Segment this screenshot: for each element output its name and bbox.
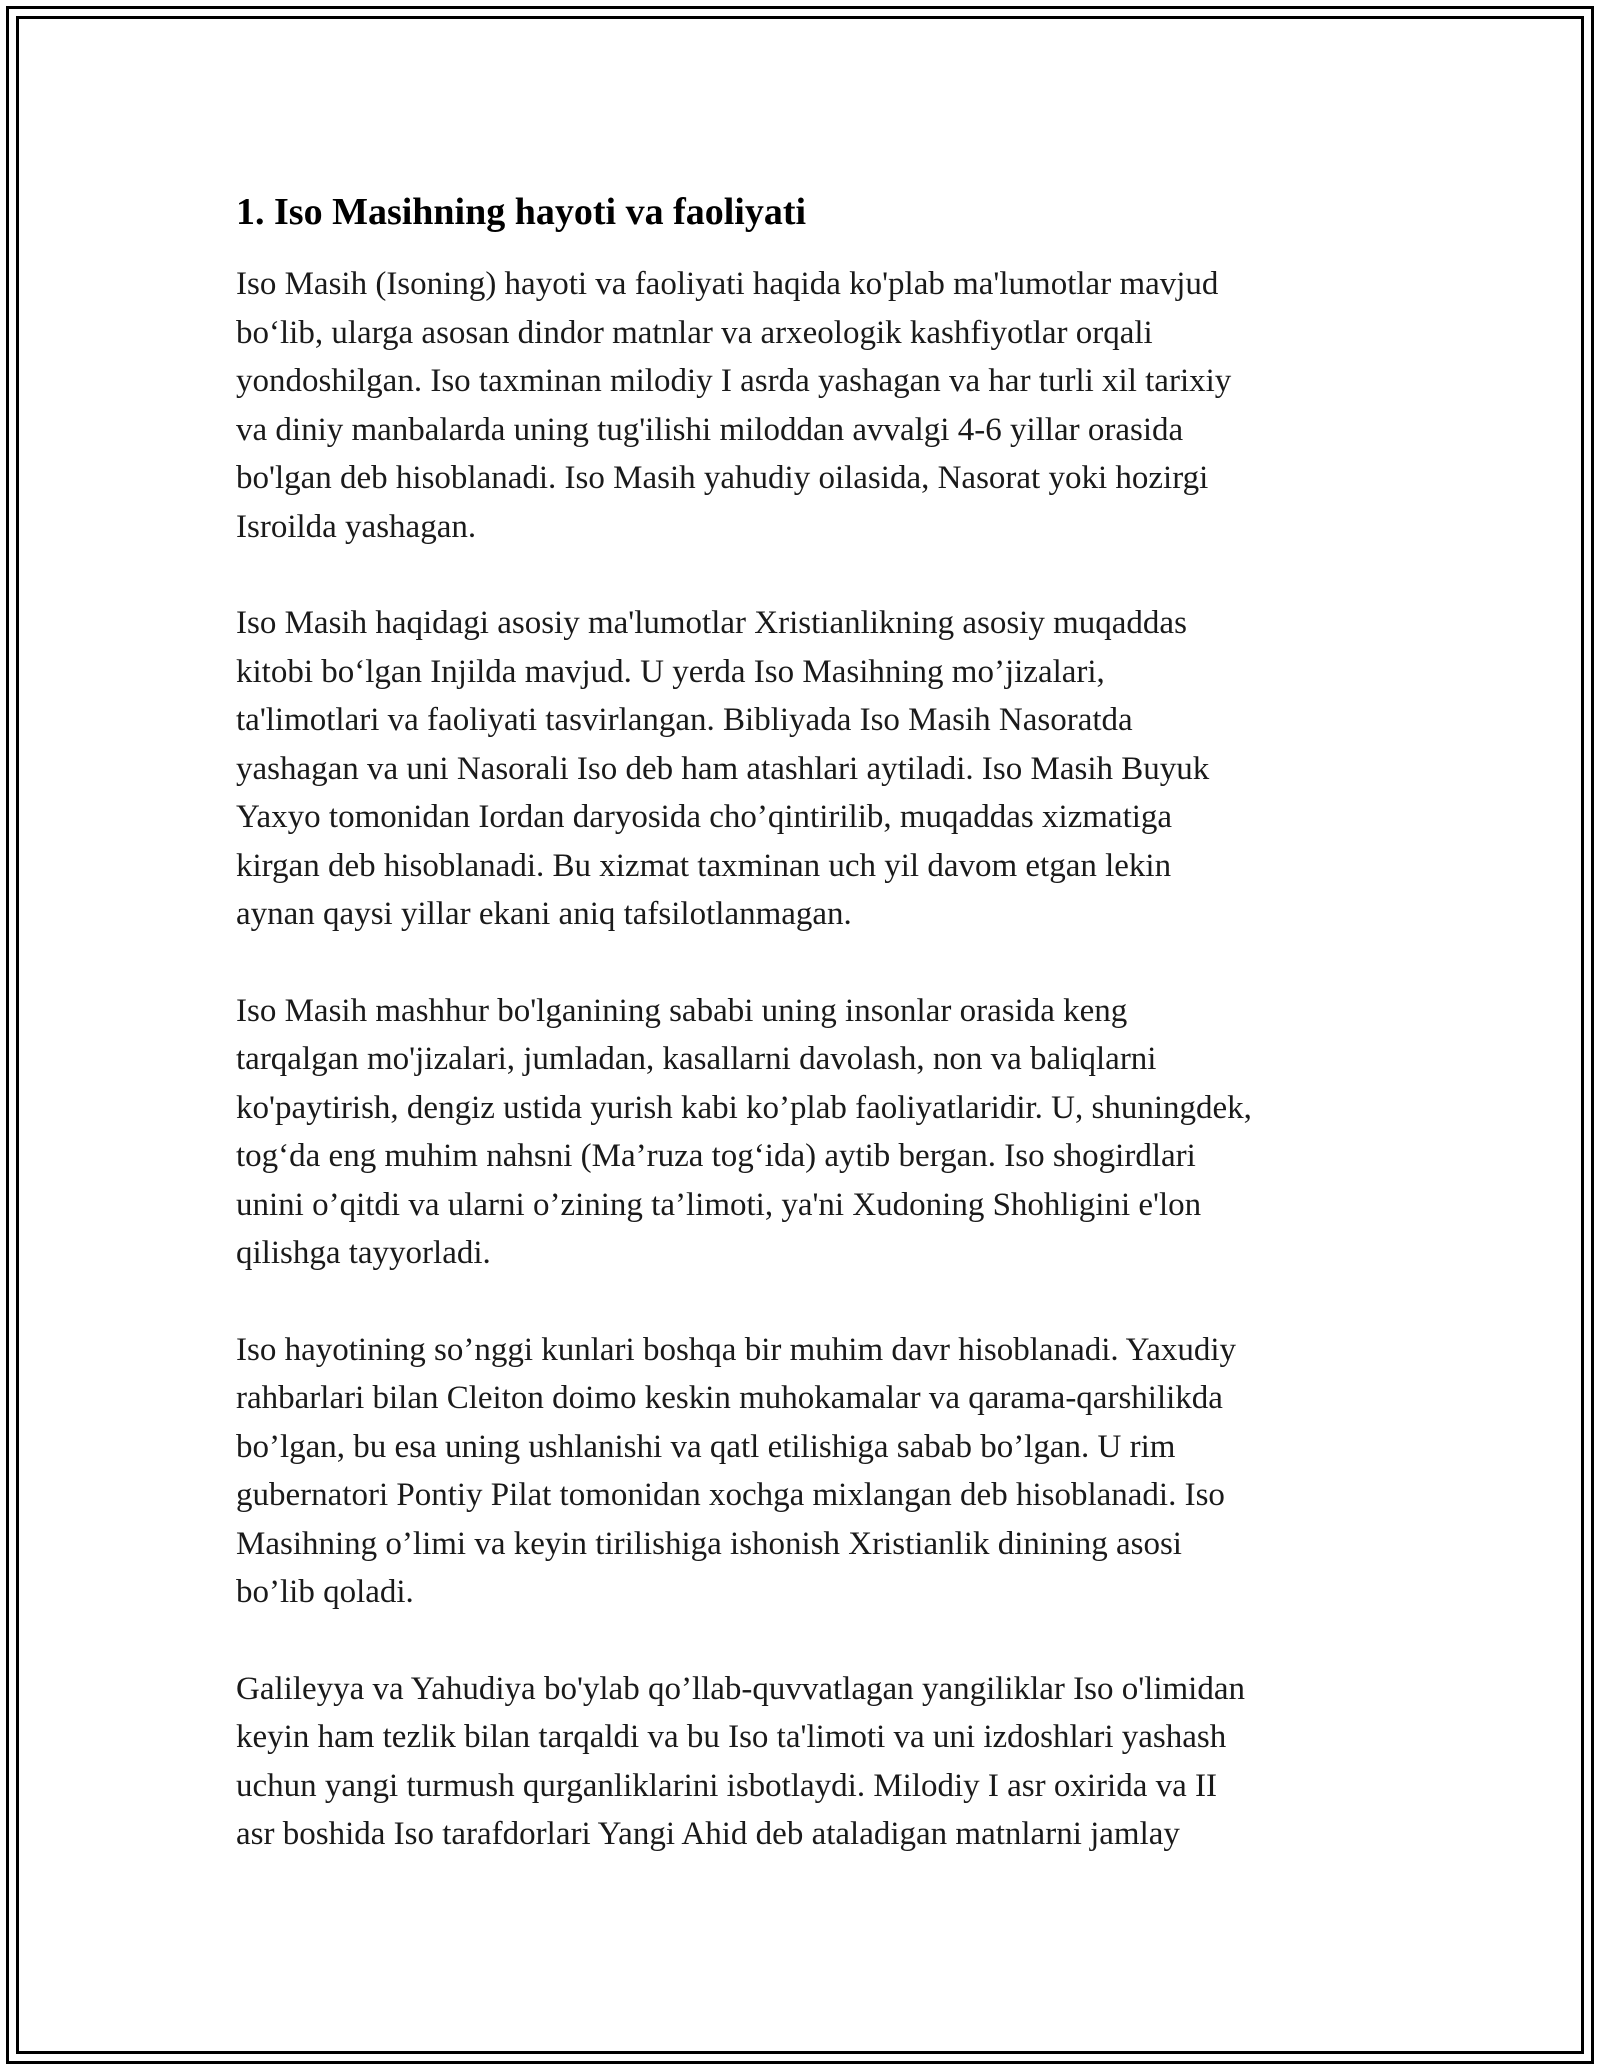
paragraph-line: yondoshilgan. Iso taxminan milodiy I asrda yashagan va har turli xil tarixiy — [236, 363, 1232, 399]
paragraph-1 — [236, 260, 1376, 551]
paragraph-line: Galileyya va Yahudiya bo'ylab qo’llab-quvvatlagan yangiliklar Iso o'limidan — [236, 1670, 1245, 1707]
paragraph-line: Masihning o’limi va keyin tirilishiga ishonish Xristianlik dinining asosi — [236, 1525, 1182, 1562]
paragraph-line: va diniy manbalarda uning tug'ilishi miloddan avvalgi 4-6 yillar orasida — [236, 411, 1184, 448]
paragraph-4 — [236, 1326, 1376, 1617]
paragraph-line: Yaxyo tomonidan Iordan daryosida cho’qintirilib, muqaddas xizmatiga — [236, 799, 1173, 835]
paragraph-line: rahbarlari bilan Cleiton doimo keskin muhokamalar va qarama-qarshilikda — [236, 1380, 1223, 1416]
paragraph-line: kitobi bo‘lgan Injilda mavjud. U yerda Iso Masihning mo’jizalari, — [236, 653, 1105, 690]
paragraph-line: aynan qaysi yillar ekani aniq tafsilotlanmagan. — [236, 896, 852, 932]
paragraph-line: keyin ham tezlik bilan tarqaldi va bu Iso ta'limoti va uni izdoshlari yashash — [236, 1719, 1227, 1755]
paragraph-line: asr boshida Iso tarafdorlari Yangi Ahid deb ataladigan matnlarni jamlay — [236, 1816, 1180, 1852]
paragraph-line: kirgan deb hisoblanadi. Bu xizmat taxminan uch yil davom etgan lekin — [236, 847, 1172, 884]
paragraph-line: qilishga tayyorladi. — [236, 1235, 491, 1271]
paragraph-line: bo‘lib, ularga asosan dindor matnlar va arxeologik kashfiyotlar orqali — [236, 314, 1153, 351]
paragraph-container — [236, 260, 1376, 1859]
paragraph-line: bo’lgan, bu esa uning ushlanishi va qatl etilishiga sabab bo’lgan. U rim — [236, 1428, 1176, 1465]
paragraph-3 — [236, 987, 1376, 1278]
paragraph-line: bo’lib qoladi. — [236, 1574, 414, 1610]
paragraph-line: tog‘da eng muhim nahsni (Ma’ruza tog‘ida) aytib bergan. Iso shogirdlari — [236, 1138, 1196, 1174]
document-body — [236, 186, 1376, 1907]
paragraph-line: Iso hayotining so’nggi kunlari boshqa bir muhim davr hisoblanadi. Yaxudiy — [236, 1331, 1237, 1368]
paragraph-line: gubernatori Pontiy Pilat tomonidan xochga mixlangan deb hisoblanadi. Iso — [236, 1477, 1225, 1513]
section-heading: 1. Iso Masihning hayoti va faoliyati — [236, 191, 807, 233]
paragraph-line: Iso Masih (Isoning) hayoti va faoliyati haqida ko'plab ma'lumotlar mavjud — [236, 266, 1219, 302]
paragraph-line: tarqalgan mo'jizalari, jumladan, kasallarni davolash, non va baliqlarni — [236, 1041, 1157, 1077]
paragraph-line: unini o’qitdi va ularni o’zining ta’limoti, ya'ni Xudoning Shohligini e'lon — [236, 1186, 1202, 1223]
paragraph-line: Iso Masih haqidagi asosiy ma'lumotlar Xristianlikning asosiy muqaddas — [236, 605, 1187, 641]
paragraph-line: Isroilda yashagan. — [236, 508, 477, 545]
paragraph-line: yashagan va uni Nasorali Iso deb ham atashlari aytiladi. Iso Masih Buyuk — [236, 750, 1210, 787]
paragraph-line: ko'paytirish, dengiz ustida yurish kabi ko’plab faoliyatlaridir. U, shuningdek, — [236, 1089, 1252, 1126]
paragraph-5 — [236, 1665, 1376, 1859]
paragraph-2 — [236, 599, 1376, 939]
paragraph-line: Iso Masih mashhur bo'lganining sababi uning insonlar orasida keng — [236, 992, 1128, 1029]
paragraph-line: bo'lgan deb hisoblanadi. Iso Masih yahudiy oilasida, Nasorat yoki hozirgi — [236, 460, 1209, 496]
paragraph-line: uchun yangi turmush qurganliklarini isbotlaydi. Milodiy I asr oxirida va II — [236, 1767, 1217, 1804]
paragraph-line: ta'limotlari va faoliyati tasvirlangan. Bibliyada Iso Masih Nasoratda — [236, 702, 1133, 738]
